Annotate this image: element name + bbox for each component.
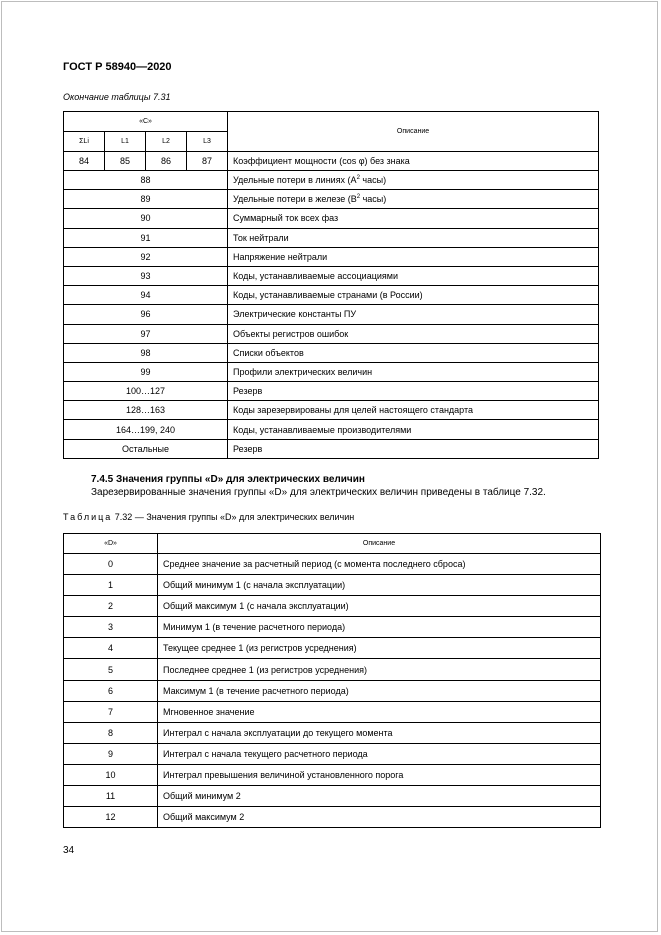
description-cell: Коды, устанавливаемые странами (в России) [228,286,599,305]
description-cell: Максимум 1 (в течение расчетного периода) [158,680,601,701]
description-cell: Резерв [228,382,599,401]
description-part: 2 [356,194,361,201]
value-cell: 93 [64,266,228,285]
value-cell: 128…163 [64,401,228,420]
description-cell: Общий минимум 1 (с начала эксплуатации) [158,575,601,596]
section-heading: 7.4.5 Значения группы «D» для электрических величин [91,474,365,485]
section-text: Зарезервированные значения группы «D» для электрических величин приведены в таблице 7.32. [91,487,546,498]
table-row [64,786,601,807]
value-cell: 12 [64,807,158,828]
table-row [64,575,601,596]
description-cell: Коэффициент мощности (cos φ) без знака [228,152,599,171]
value-cell: 1 [64,575,158,596]
sub-header-sum-li: ΣLi [64,132,105,152]
table-row [64,286,599,305]
value-cell: 94 [64,286,228,305]
group-c-header: «С» [64,112,228,132]
table-row [64,680,601,701]
table-7-32 [63,533,601,828]
table-row [64,343,599,362]
value-cell: 6 [64,680,158,701]
table-row [64,209,599,228]
value-cell: 11 [64,786,158,807]
table-row [64,659,601,680]
value-cell: 90 [64,209,228,228]
table-row [64,305,599,324]
description-cell: Напряжение нейтрали [228,247,599,266]
table-row [64,266,599,285]
table-row [64,764,601,785]
value-cell: Остальные [64,439,228,458]
table-row [64,247,599,266]
value-cell: 98 [64,343,228,362]
table-row [64,638,601,659]
description-cell: Списки объектов [228,343,599,362]
description-cell: Общий максимум 1 (с начала эксплуатации) [158,596,601,617]
table-row [64,743,601,764]
description-part: часы) [360,194,387,205]
description-cell: Резерв [228,439,599,458]
description-cell: Последнее среднее 1 (из регистров усреднения) [158,659,601,680]
value-cell: 9 [64,743,158,764]
description-cell: Интеграл с начала текущего расчетного периода [158,743,601,764]
value-cell: 92 [64,247,228,266]
value-cell: 99 [64,362,228,381]
table-row [64,722,601,743]
description-cell: Общий максимум 2 [158,807,601,828]
description-cell: Коды зарезервированы для целей настоящего стандарта [228,401,599,420]
table-row [64,362,599,381]
value-cell: 3 [64,617,158,638]
value-cell: 2 [64,596,158,617]
value-cell: 8 [64,722,158,743]
value-cell: 91 [64,228,228,247]
table-row [64,596,601,617]
table-row [64,807,601,828]
table-7-32-caption [63,512,354,522]
description-cell: Среднее значение за расчетный период (с момента последнего сброса) [158,554,601,575]
value-cell: 0 [64,554,158,575]
description-cell [228,190,599,209]
value-cell: 97 [64,324,228,343]
description-cell: Электрические константы ПУ [228,305,599,324]
table-row [64,171,599,190]
description-part: Удельные потери в железе (В [233,194,357,205]
value-cell: 84 [64,152,105,171]
description-part: часы) [359,175,387,186]
table-row [64,152,599,171]
description-cell: Минимум 1 (в течение расчетного периода) [158,617,601,638]
page-number: 34 [63,845,75,856]
description-cell [228,171,599,190]
value-cell: 88 [64,171,228,190]
description-part: Удельные потери в линиях (А [233,175,357,186]
description-cell: Суммарный ток всех фаз [228,209,599,228]
value-cell: 7 [64,701,158,722]
description-cell: Коды, устанавливаемые ассоциациями [228,266,599,285]
table-row [64,228,599,247]
sub-header-l1: L1 [105,132,146,152]
value-cell: 4 [64,638,158,659]
table-7-31-continuation-caption: Окончание таблицы 7.31 [63,92,171,102]
description-cell: Профили электрических величин [228,362,599,381]
table-row [64,382,599,401]
table-row [64,554,601,575]
description-cell: Коды, устанавливаемые производителями [228,420,599,439]
value-cell: 89 [64,190,228,209]
sub-header-l2: L2 [146,132,187,152]
table-row [64,439,599,458]
description-cell: Текущее среднее 1 (из регистров усреднения) [158,638,601,659]
table-row [64,701,601,722]
description-header: Описание [228,112,599,152]
document-title: ГОСТ Р 58940—2020 [63,61,172,73]
description-cell: Мгновенное значение [158,701,601,722]
description-part: 2 [356,175,360,182]
description-cell: Интеграл превышения величиной установленного порога [158,764,601,785]
table-row [64,420,599,439]
table-row [64,190,599,209]
caption-word: Таблица [63,512,113,522]
description-cell: Интеграл с начала эксплуатации до текущего момента [158,722,601,743]
table-row [64,401,599,420]
sub-header-l3: L3 [187,132,228,152]
caption-rest: 7.32 — Значения группы «D» для электрических величин [112,512,355,522]
table-row [64,617,601,638]
table-7-31 [63,111,599,459]
description-cell: Ток нейтрали [228,228,599,247]
group-d-header: «D» [64,534,158,554]
description-cell: Общий минимум 2 [158,786,601,807]
value-cell: 87 [187,152,228,171]
value-cell: 164…199, 240 [64,420,228,439]
value-cell: 5 [64,659,158,680]
description-cell: Объекты регистров ошибок [228,324,599,343]
value-cell: 96 [64,305,228,324]
table-row [64,324,599,343]
value-cell: 100…127 [64,382,228,401]
description-header: Описание [158,534,601,554]
value-cell: 85 [105,152,146,171]
value-cell: 10 [64,764,158,785]
value-cell: 86 [146,152,187,171]
